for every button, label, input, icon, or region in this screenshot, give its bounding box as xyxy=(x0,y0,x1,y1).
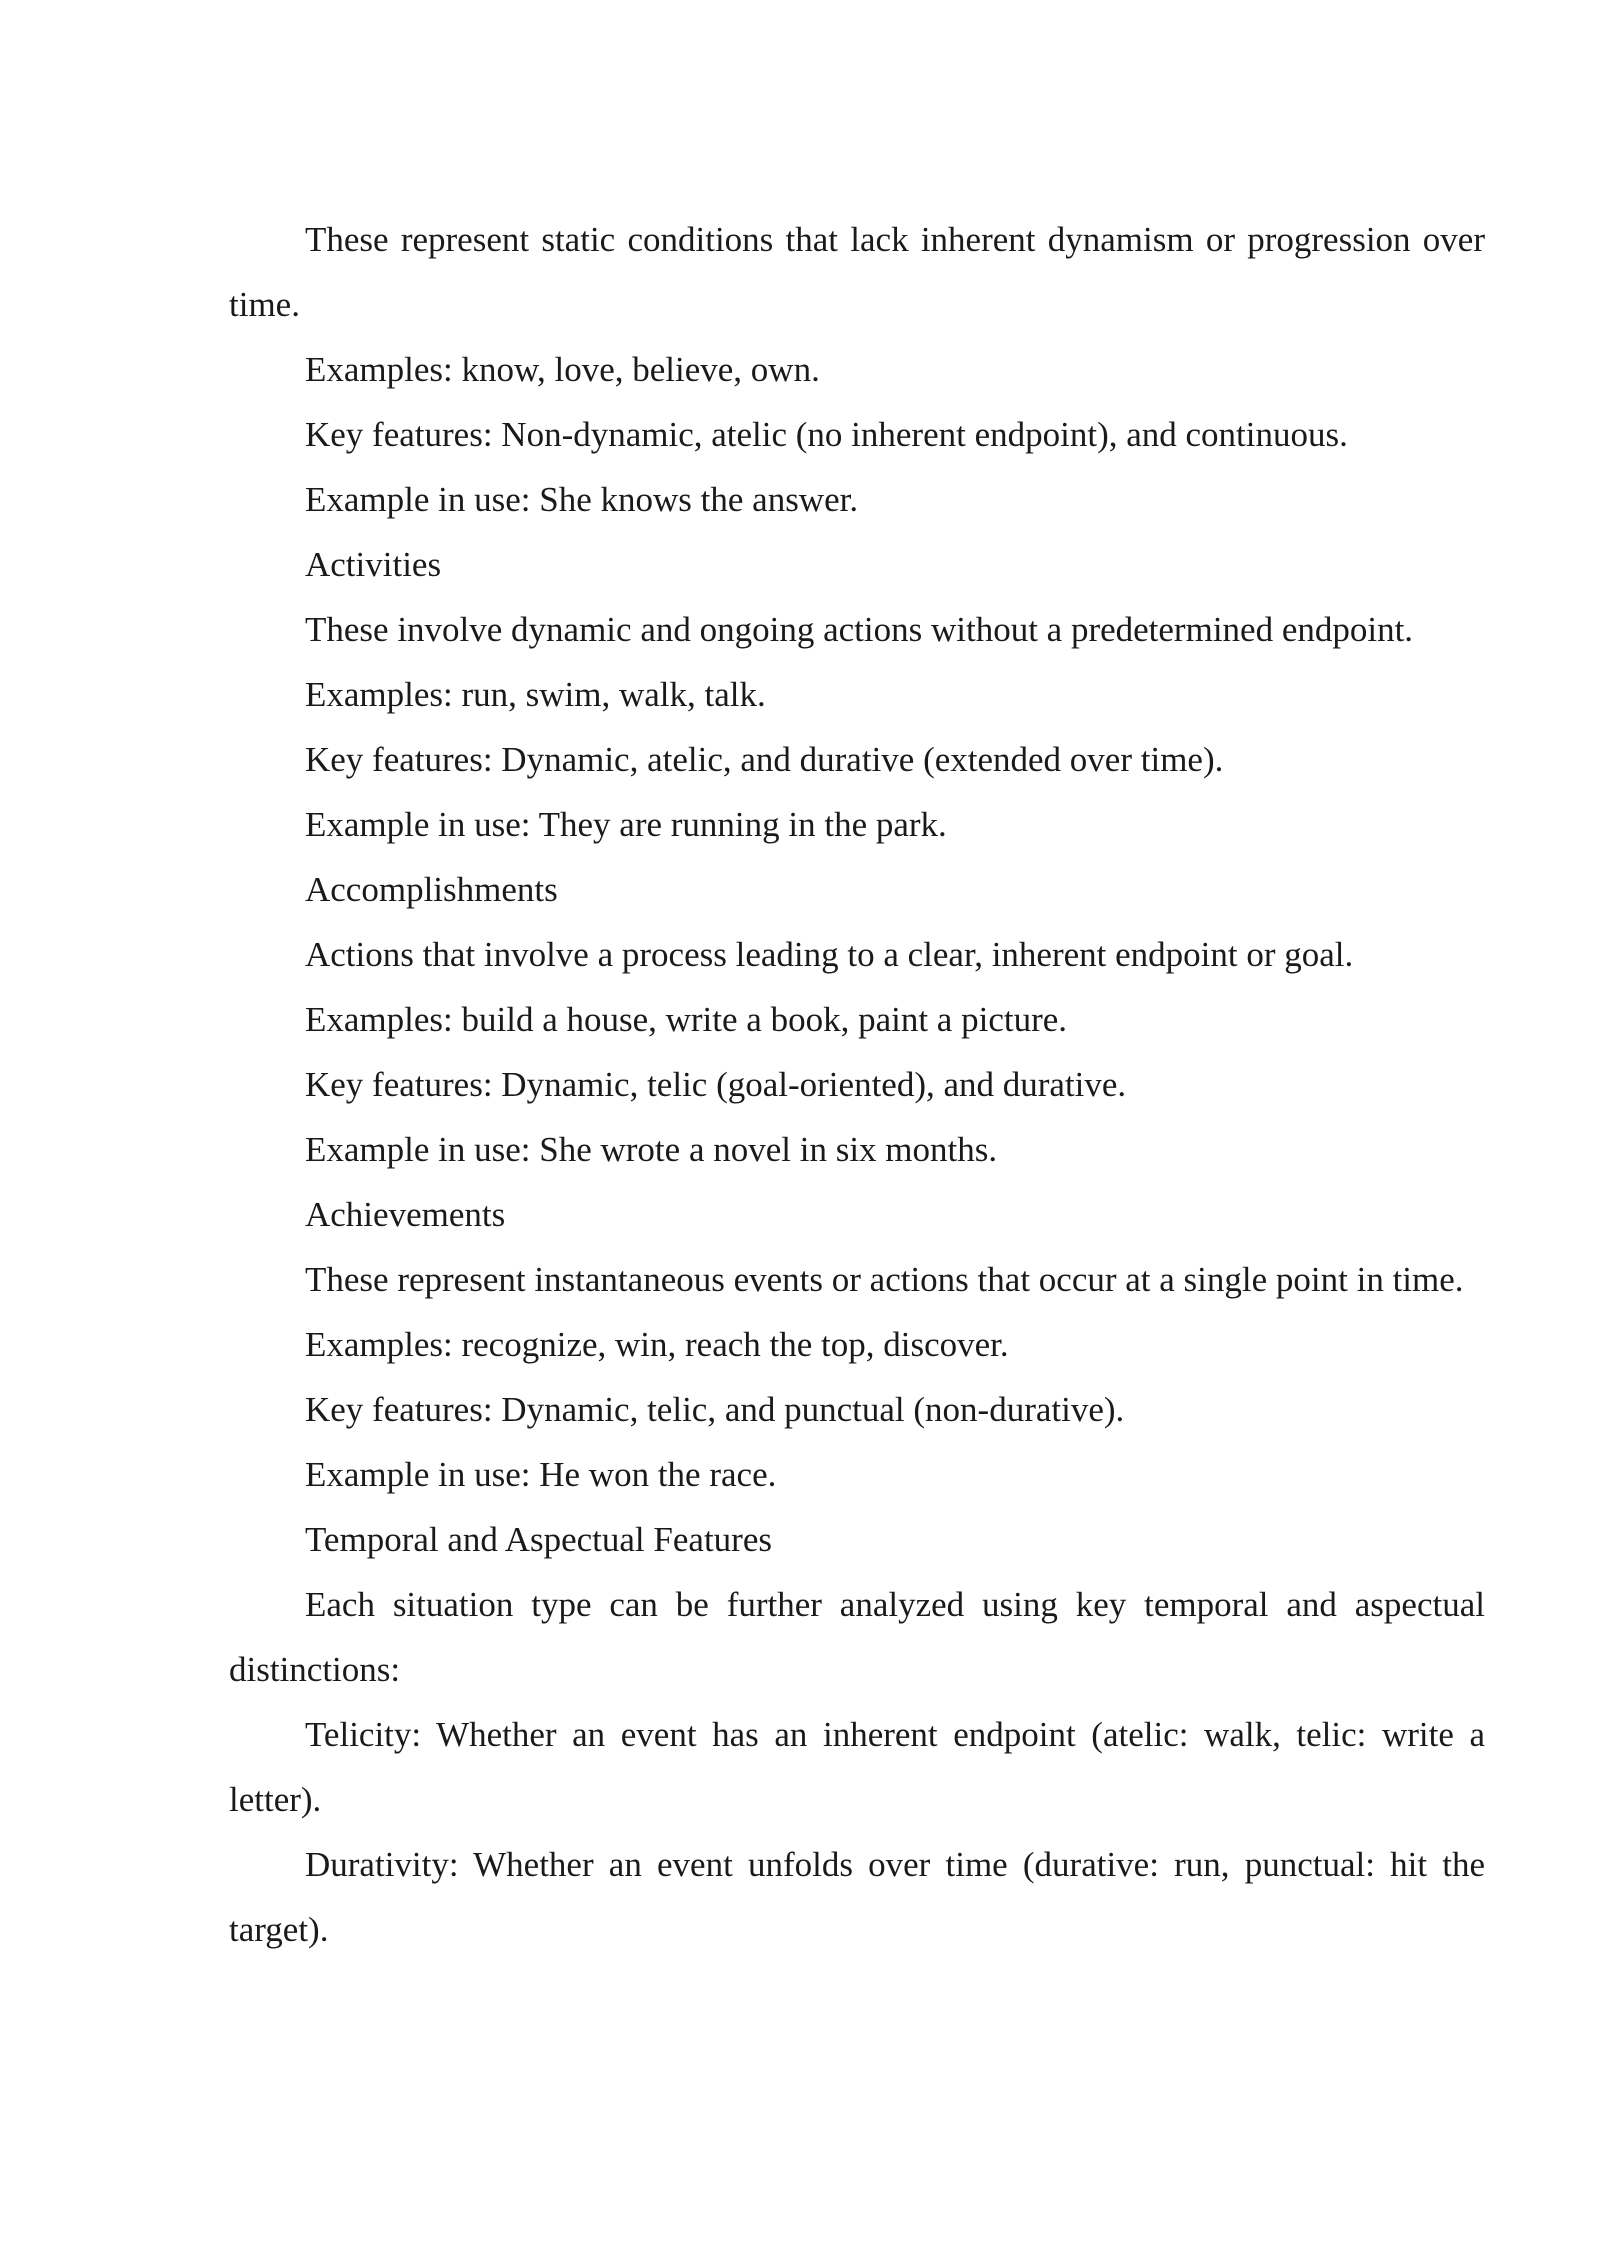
heading-accomplishments: Accomplishments xyxy=(305,870,558,909)
paragraph-activities-description: These involve dynamic and ongoing actions without a predetermined endpoint. xyxy=(305,610,1414,649)
paragraph-accomplishments-features: Key features: Dynamic, telic (goal-oriented), and durative. xyxy=(305,1065,1127,1104)
paragraph-durativity: Durativity: Whether an event unfolds over time (durative: run, punctual: hit the target). xyxy=(229,1845,1485,1949)
paragraph-accomplishments-examples: Examples: build a house, write a book, paint a picture. xyxy=(305,1000,1068,1039)
paragraph-activities-example-use: Example in use: They are running in the park. xyxy=(305,805,947,844)
paragraph-achievements-example-use: Example in use: He won the race. xyxy=(305,1455,777,1494)
paragraph-achievements-description: These represent instantaneous events or actions that occur at a single point in time. xyxy=(305,1260,1464,1299)
paragraph-activities-features: Key features: Dynamic, atelic, and durative (extended over time). xyxy=(305,740,1224,779)
paragraph-accomplishments-example-use: Example in use: She wrote a novel in six months. xyxy=(305,1130,998,1169)
paragraph-achievements-examples: Examples: recognize, win, reach the top, discover. xyxy=(305,1325,1009,1364)
paragraph-telicity: Telicity: Whether an event has an inherent endpoint (atelic: walk, telic: write a letter). xyxy=(229,1715,1485,1819)
paragraph-states-description: These represent static conditions that lack inherent dynamism or progression over time. xyxy=(229,220,1485,324)
paragraph-achievements-features: Key features: Dynamic, telic, and punctual (non-durative). xyxy=(305,1390,1125,1429)
document-body xyxy=(229,207,1485,1962)
heading-activities: Activities xyxy=(305,545,442,584)
paragraph-states-example-use: Example in use: She knows the answer. xyxy=(305,480,859,519)
paragraph-activities-examples: Examples: run, swim, walk, talk. xyxy=(305,675,766,714)
heading-temporal-aspectual-features: Temporal and Aspectual Features xyxy=(305,1520,772,1559)
paragraph-states-features: Key features: Non-dynamic, atelic (no inherent endpoint), and continuous. xyxy=(305,415,1348,454)
heading-achievements: Achievements xyxy=(305,1195,506,1234)
paragraph-temporal-intro: Each situation type can be further analyzed using key temporal and aspectual distinctions: xyxy=(229,1585,1485,1689)
paragraph-states-examples: Examples: know, love, believe, own. xyxy=(305,350,820,389)
paragraph-accomplishments-description: Actions that involve a process leading to a clear, inherent endpoint or goal. xyxy=(305,935,1354,974)
